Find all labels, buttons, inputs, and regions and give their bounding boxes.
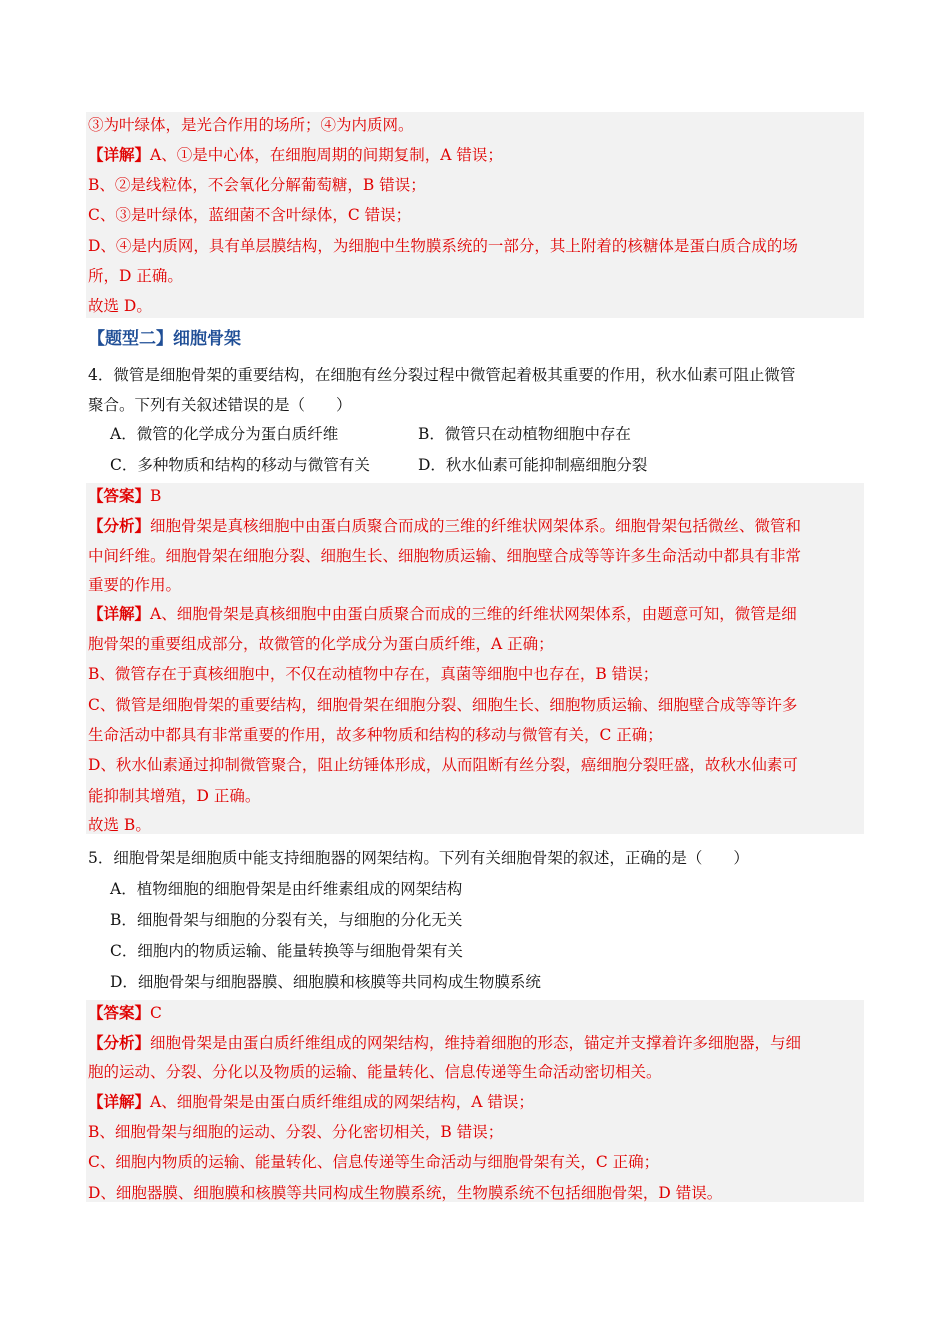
q5-analysis: 【分析】细胞骨架是由蛋白质纤维组成的网架结构，维持着细胞的形态，锚定并支撑着许多细胞器，与细 [88,1033,802,1052]
prev-detail-line: 【详解】A、①是中心体，在细胞周期的间期复制，A 错误； [88,145,503,164]
prev-conclusion: 故选 D。 [88,297,152,315]
prev-detail-line: B、②是线粒体，不会氧化分解葡萄糖，B 错误； [88,176,426,194]
q4-detail: C、微管是细胞骨架的重要结构，细胞骨架在细胞分裂、细胞生长、细胞物质运输、细胞壁合成等等许多 [88,696,798,714]
q4-detail: 胞骨架的重要组成部分，故微管的化学成分为蛋白质纤维，A 正确； [88,635,554,653]
q4-analysis: 中间纤维。细胞骨架在细胞分裂、细胞生长、细胞物质运输、细胞壁合成等等许多生命活动中都具有非常 [88,547,802,565]
q4-detail: B、微管存在于真核细胞中，不仅在动植物中存在，真菌等细胞中也存在，B 错误； [88,665,659,683]
prev-detail-line: D、④是内质网，具有单层膜结构，为细胞中生物膜系统的一部分，其上附着的核糖体是蛋白质合成的场 [88,237,798,255]
q5-answer: 【答案】C [88,1003,162,1022]
q4-option-d: D．秋水仙素可能抑制癌细胞分裂 [418,456,648,474]
q5-option-d: D．细胞骨架与细胞器膜、细胞膜和核膜等共同构成生物膜系统 [110,973,541,991]
q5-stem: 5．细胞骨架是细胞质中能支持细胞器的网架结构。下列有关细胞骨架的叙述，正确的是（ ） [88,849,749,867]
section-heading: 【题型二】细胞骨架 [88,329,241,349]
q4-stem: 聚合。下列有关叙述错误的是（ ） [88,396,352,414]
q4-detail: D、秋水仙素通过抑制微管聚合，阻止纺锤体形成，从而阻断有丝分裂，癌细胞分裂旺盛，故秋水仙素可 [88,756,798,774]
q4-conclusion: 故选 B。 [88,816,151,834]
detail-tag: 【详解】 [88,604,151,623]
answer-tag: 【答案】 [88,1003,151,1022]
detail-tag: 【详解】 [88,1092,151,1111]
q4-analysis: 【分析】细胞骨架是真核细胞中由蛋白质聚合而成的三维的纤维状网架体系。细胞骨架包括微丝、微管和 [88,516,802,535]
q4-stem: 4．微管是细胞骨架的重要结构，在细胞有丝分裂过程中微管起着极其重要的作用，秋水仙素可阻止微管 [88,366,796,384]
q5-option-b: B．细胞骨架与细胞的分裂有关，与细胞的分化无关 [110,911,463,929]
analysis-tag: 【分析】 [88,516,151,535]
q5-option-c: C．细胞内的物质运输、能量转换等与细胞骨架有关 [110,942,463,960]
q4-answer: 【答案】B [88,486,162,505]
q5-detail: D、细胞器膜、细胞膜和核膜等共同构成生物膜系统，生物膜系统不包括细胞骨架，D 错误。 [88,1184,723,1202]
prev-analysis-line: ③为叶绿体，是光合作用的场所；④为内质网。 [88,116,414,134]
q4-detail: 生命活动中都具有非常重要的作用，故多种物质和结构的移动与微管有关，C 正确； [88,726,663,744]
q4-option-c: C．多种物质和结构的移动与微管有关 [110,456,370,474]
q5-detail: B、细胞骨架与细胞的运动、分裂、分化密切相关，B 错误； [88,1123,504,1141]
answer-tag: 【答案】 [88,486,151,505]
q4-option-a: A．微管的化学成分为蛋白质纤维 [110,425,339,443]
q4-option-b: B．微管只在动植物细胞中存在 [418,425,631,443]
q4-detail: 【详解】A、细胞骨架是真核细胞中由蛋白质聚合而成的三维的纤维状网架体系，由题意可知，微管是细 [88,604,797,623]
q5-option-a: A．植物细胞的细胞骨架是由纤维素组成的网架结构 [110,880,463,898]
analysis-tag: 【分析】 [88,1033,151,1052]
prev-detail-line: 所，D 正确。 [88,267,183,285]
q4-analysis: 重要的作用。 [88,576,182,594]
prev-detail-line: C、③是叶绿体，蓝细菌不含叶绿体，C 错误； [88,206,412,224]
q5-analysis: 胞的运动、分裂、分化以及物质的运输、能量转化、信息传递等生命活动密切相关。 [88,1063,662,1081]
detail-tag: 【详解】 [88,145,151,164]
q5-detail: 【详解】A、细胞骨架是由蛋白质纤维组成的网架结构，A 错误； [88,1092,534,1111]
q5-detail: C、细胞内物质的运输、能量转化、信息传递等生命活动与细胞骨架有关，C 正确； [88,1153,660,1171]
q4-detail: 能抑制其增殖，D 正确。 [88,787,261,805]
